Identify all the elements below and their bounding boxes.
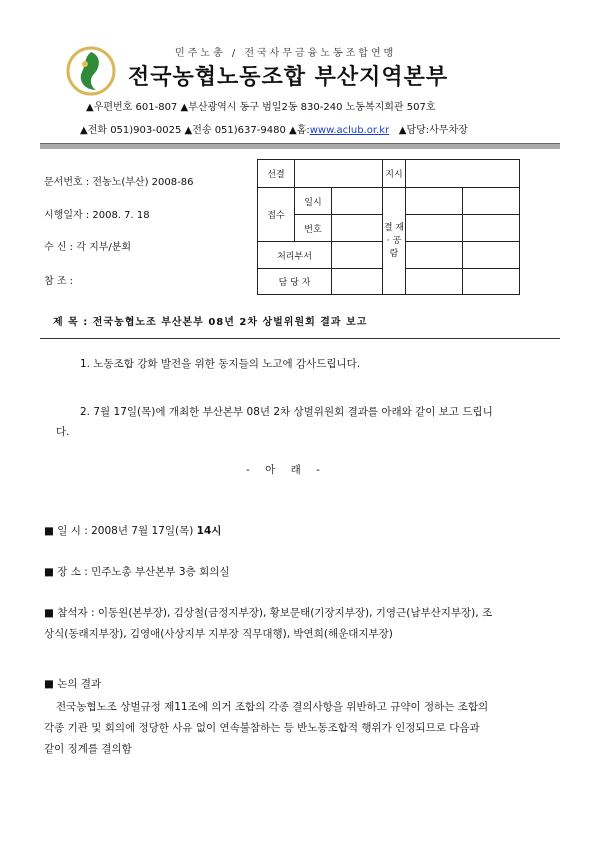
result-line-1: 전국농협노조 상벌규정 제11조에 의거 조합의 각종 결의사항을 위반하고 규약이 정하는 조합의	[56, 701, 489, 713]
subject-line: 제 목 : 전국농협노조 부산본부 08년 2차 상벌위원회 결과 보고	[53, 317, 368, 328]
recipient: 수 신 : 각 지부/분회	[44, 242, 132, 253]
meeting-time-hour: 14시	[196, 525, 222, 537]
cell-beonho-value	[332, 215, 383, 242]
cell-gyeoljae: 결 재 · 공 람	[383, 188, 406, 295]
subject-divider	[40, 338, 560, 339]
meeting-time-label: ■ 일 시 : 2008년 7월 17일(목)	[44, 525, 197, 537]
cell-ilsi: 일시	[295, 188, 332, 215]
cell-sign-8	[463, 269, 520, 295]
cell-jisi: 지시	[383, 160, 406, 188]
cell-sign-4	[463, 215, 520, 242]
result-line-2: 각종 기관 및 회의에 정당한 사유 없이 연속불참하는 등 반노동조합적 행위가 인정되므로 다음과	[44, 722, 480, 734]
cell-sign-5	[406, 242, 463, 269]
result-title: ■ 논의 결과	[44, 678, 102, 690]
issue-date: 시행일자 : 2008. 7. 18	[44, 210, 150, 221]
below-heading: - 아 래 -	[246, 464, 326, 476]
cell-beonho: 번호	[295, 215, 332, 242]
affiliation-text: 민주노총 / 전국사무금융노동조합연맹	[175, 48, 397, 59]
attendees-line-2: 상식(동래지부장), 김영애(사상지부 지부장 직무대행), 박연희(해운대지부장)	[44, 628, 393, 640]
meeting-place: ■ 장 소 : 민주노총 부산본부 3층 회의실	[44, 566, 230, 578]
cell-ilsi-value	[332, 188, 383, 215]
cell-cheoribuseo: 처리부서	[258, 242, 332, 269]
contact-person: ▲담당:사무차장	[398, 125, 468, 136]
paragraph-2-line-1: 2. 7월 17일(목)에 개최한 부산본부 08년 2차 상벌위원회 결과를 아래와 같이 보고 드립니	[80, 406, 493, 418]
contact-line	[80, 121, 468, 136]
address-line: ▲우편번호 601-807 ▲부산광역시 동구 범일2동 830-240 노동복지회관 507호	[86, 102, 436, 113]
cell-jeopsu: 접수	[258, 188, 295, 242]
cell-sign-1	[406, 188, 463, 215]
cell-seongyeol: 선결	[258, 160, 295, 188]
result-line-3: 같이 징계를 결의함	[44, 743, 132, 755]
cell-damdangja: 담 당 자	[258, 269, 332, 295]
header-divider	[40, 143, 560, 149]
cell-sign-6	[463, 242, 520, 269]
paragraph-2-line-2: 다.	[56, 426, 70, 438]
approval-table	[257, 159, 520, 295]
reference: 참 조 :	[44, 276, 74, 287]
cell-sign-3	[406, 215, 463, 242]
homepage-link[interactable]: www.aclub.or.kr	[309, 125, 390, 136]
union-logo	[66, 46, 116, 96]
contact-phone: ▲전화 051)903-0025 ▲전송 051)637-9480 ▲홈:	[80, 125, 310, 136]
doc-number: 문서번호 : 전농노(부산) 2008-86	[44, 177, 194, 188]
attendees-line-1: ■ 참석자 : 이동원(본부장), 김상철(금정지부장), 황보문태(기장지부장), 기영근(남부산지부장), 조	[44, 607, 493, 619]
cell-cheoribuseo-value	[332, 242, 383, 269]
cell-damdangja-value	[332, 269, 383, 295]
cell-sign-2	[463, 188, 520, 215]
paragraph-1: 1. 노동조합 강화 발전을 위한 동지들의 노고에 감사드립니다.	[80, 358, 361, 370]
cell-sign-7	[406, 269, 463, 295]
org-name: 전국농협노동조합 부산지역본부	[128, 65, 449, 90]
cell-seongyeol-value	[295, 160, 383, 188]
cell-jisi-value	[406, 160, 520, 188]
meeting-time	[44, 521, 221, 541]
